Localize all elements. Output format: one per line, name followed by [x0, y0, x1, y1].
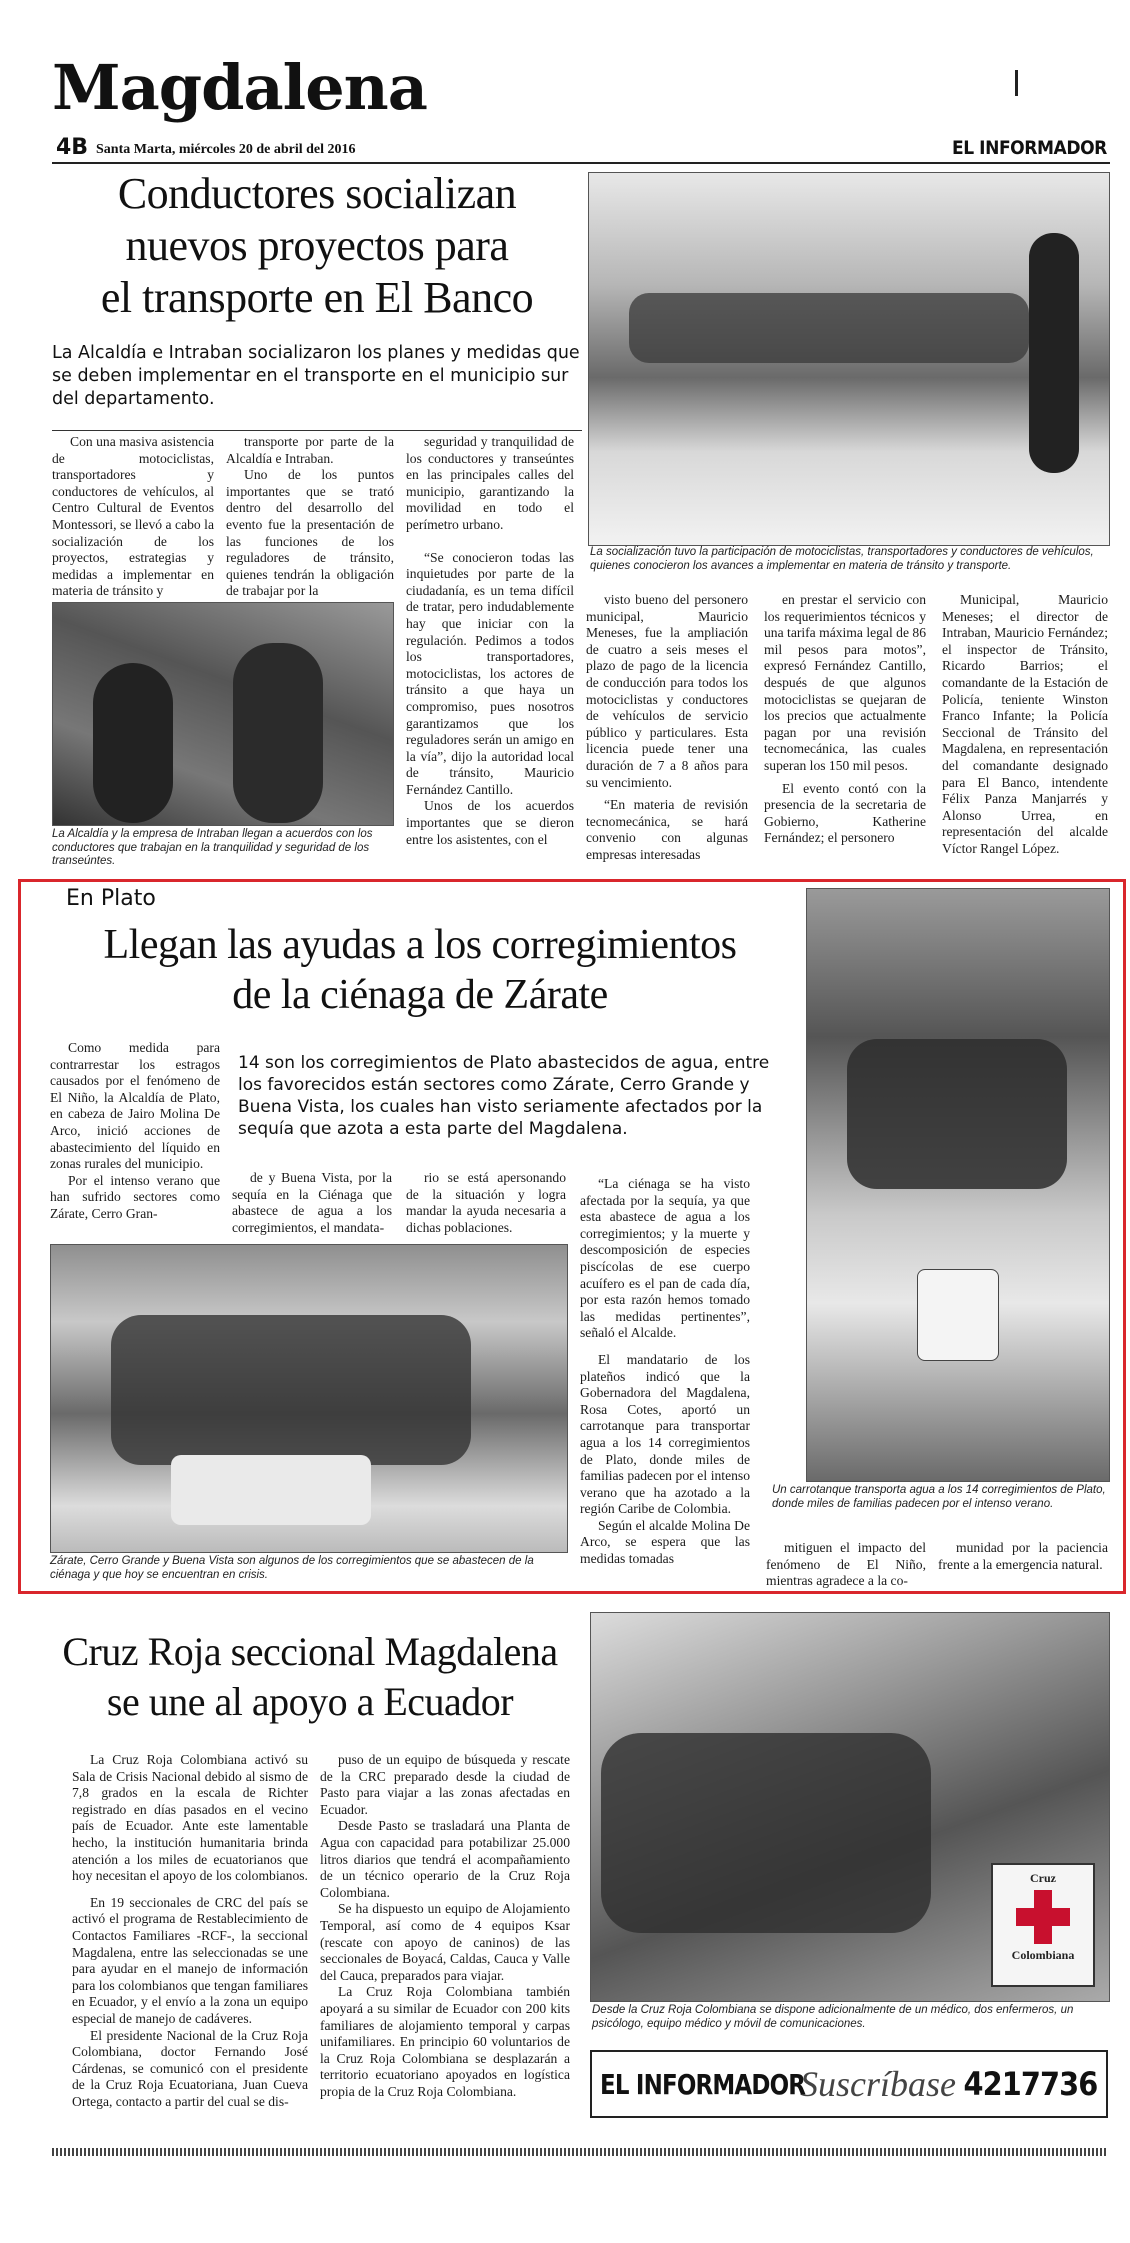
headline-line-1: Llegan las ayudas a los corregimientos	[103, 922, 737, 968]
red-cross-icon	[1016, 1890, 1070, 1944]
column-6: Municipal, Mauricio Meneses; el director de Intraban, Mauricio Fernández; el inspector de Tránsito, Ricardo Barrios; el comandante de la Estación de Policía, teniente Winston Franco Infante; la Policía Seccional de Tránsito del Magdalena, en representación del comandante designado para El Banco, intendente Félix Panza Manjarrés y Alonso Urrea, en representación del alcalde Víctor Rangel López.	[942, 592, 1108, 856]
header-rule-mark	[1015, 70, 1018, 96]
ad-phone: 4217736	[963, 2065, 1098, 2103]
column-3: rio se está apersonando de la situación y logra mandar la ayuda necesaria a dichas poblaciones.	[406, 1170, 566, 1235]
column-2: puso de un equipo de búsqueda y rescate de la CRC preparado desde la ciudad de Pasto para viajar a las zonas afectadas en Ecuador. Desde Pasto se trasladará una Planta de Agua con capacidad para potabilizar 25.000 litros diarios que tendrá el acompañamiento de un técnico operario de la Cruz Roja Colombiana. Se ha dispuesto un equipo de Alojamiento Temporal, así como de 4 equipos Ksar (rescate con apoyo de caninos) de las seccionales de Boyacá, Caldas, Cauca y Valle del Cauca, preparados para viajar. La Cruz Roja Colombiana también apoyará a su similar de Ecuador con 200 kits familiares de alojamiento temporal y carpas unifamiliares. En principio 60 voluntarios de la Cruz Roja Colombiana se desplazarán a territorio ecuatoriano apoyados en logística propia de la Cruz Roja Colombiana.	[320, 1752, 570, 2099]
article-deck: 14 son los corregimientos de Plato abastecidos de agua, entre los favorecidos están sectores como Zárate, Cerro Grande y Buena Vista, los cuales han visto seriamente afectados por la sequía que azota a esta parte del Magdalena.	[238, 1053, 770, 1139]
column-5: mitiguen el impacto del fenómeno de El Niño, mientras agradece a la co-	[766, 1540, 926, 1589]
ad-brand: EL INFORMADOR	[600, 2067, 806, 2101]
caption-bottom-photo: Zárate, Cerro Grande y Buena Vista son algunos de los corregimientos que se abastecen de la ciénaga y que hoy se encuentran en crisis.	[50, 1555, 534, 1581]
photo-water-truck	[806, 888, 1110, 1482]
column-3: seguridad y tranquilidad de los conductores y transeúntes en las principales calles del municipio, garantizando la movilidad en todo el perímetro urbano. “Se conocieron todas las inquietudes por parte de la ciudadanía, es un tema difícil de tratar, pero indudablemente hay que iniciar con la regulación. Pedimos a todos los transportadores, motociclistas, los actores de tránsito a que haya un compromiso, pues nosotros garantizamos que los reguladores serán un amigo en la vía”, dijo la autoridad local de tránsito, Mauricio Fernández Cantillo. Unos de los acuerdos importantes que se dieron entre los asistentes, con el	[406, 434, 574, 847]
caption-main-photo: La socialización tuvo la participación de motociclistas, transportadores y conductores de vehículos, quienes conocieron los avances a implementar en materia de tránsito y transporte.	[590, 546, 1094, 572]
photo-agreement	[52, 602, 394, 826]
bucket-figure	[917, 1269, 999, 1361]
headline-line-1: Conductores socializan	[117, 169, 517, 218]
people-figure	[601, 1733, 931, 1933]
paper-logo: EL INFORMADOR	[952, 137, 1107, 159]
page-number: 4B	[56, 135, 89, 160]
dateline: Santa Marta, miércoles 20 de abril del 2016	[96, 142, 356, 157]
column-4: “La ciénaga se ha visto afectada por la sequía, ya que esta abastece de agua a los corregimientos; y la muerte y descomposición de especies piscícolas de ese cuerpo acuífero es el pan de cada día, por esta razón hemos tomado las medidas pertinentes”, señaló el Alcalde. El mandatario de los plateños indicó que la Gobernadora del Magdalena, Rosa Cotes, aportó un carrotanque para transportar agua a los 14 corregimientos de Plato, donde miles de familias padecen por el intenso verano que ha azotado a la región Caribe de Colombia. Según el alcalde Molina De Arco, se espera que las medidas tomadas	[580, 1176, 750, 1567]
photo-red-cross-office	[590, 1612, 1110, 2002]
water-cans-figure	[171, 1455, 371, 1525]
headline-line-2: de la ciénaga de Zárate	[232, 972, 608, 1018]
column-1: La Cruz Roja Colombiana activó su Sala de Crisis Nacional debido al sismo de 7,8 grados en la escala de Richter registrado en días pasados en el vecino país de Ecuador. Ante este lamentable hecho, la institución humanitaria brinda atención a los miles de ecuatorianos que hoy necesitan el apoyo de los colombianos. En 19 seccionales de CRC del país se activó el programa de Restablecimiento de Contactos Familiares -RCF-, la seccional Magdalena, entre las seleccionadas se une para ayudar en el manejo de información para los colombianos que tengan familiares en Ecuador, y el envío a la zona un equipo especial de manejo de cadáveres. El presidente Nacional de la Cruz Roja Colombiana, doctor Fernando José Cárdenas, se comunicó con el presidente de la Cruz Roja Ecuatoriana, Juan Cueva Ortega, contacto a partir del cual se dis-	[72, 1752, 308, 2109]
bottom-rule	[52, 2148, 1108, 2156]
caption-right-photo: Un carrotanque transporta agua a los 14 corregimientos de Plato, donde miles de familias padecen por el intenso verano.	[772, 1484, 1106, 1510]
caption-office-photo: Desde la Cruz Roja Colombiana se dispone adicionalmente de un médico, dos enfermeros, un psicólogo, equipo médico y móvil de comunicaciones.	[592, 2004, 1074, 2030]
headline-line-3: el transporte en El Banco	[100, 273, 534, 322]
column-2: de y Buena Vista, por la sequía en la Ciénaga que abastece de agua a los corregimientos, el mandata-	[232, 1170, 392, 1235]
article-deck: La Alcaldía e Intraban socializaron los planes y medidas que se deben implementar en el transporte en el municipio sur del departamento.	[52, 343, 580, 409]
column-2: transporte por parte de la Alcaldía e Intraban. Uno de los puntos importantes que se trató dentro del desarrollo del evento fue la presentación de las funciones de los reguladores de tránsito, quienes tendrán la obligación de trabajar por la	[226, 434, 394, 599]
headline-line-1: Cruz Roja seccional Magdalena	[62, 1629, 558, 1674]
column-5: en prestar el servicio con los requerimientos técnicos y una tarifa máxima legal de 86 mil pesos para motos”, expresó Fernández Cantillo, después de que algunos motociclistas se quejaran de los precios que actualmente pagan por una revisión tecnomecánica, las cuales superan los 150 mil pesos. El evento contó con la presencia de la secretaria de Gobierno, Katherine Fernández; el personero	[764, 592, 926, 846]
section-title: Magdalena	[52, 51, 427, 124]
photo-water-queue	[50, 1244, 568, 1553]
person-figure	[93, 663, 173, 823]
people-figure	[847, 1039, 1067, 1189]
speaker-figure	[1029, 233, 1079, 473]
person-figure-2	[233, 643, 323, 823]
photo-meeting-hall	[588, 172, 1110, 546]
headline-line-2: se une al apoyo a Ecuador	[106, 1679, 514, 1724]
people-figure	[111, 1315, 471, 1465]
red-cross-sign: Cruz Colombiana	[991, 1863, 1095, 1987]
column-1: Con una masiva asistencia de motociclistas, transportadores y conductores de vehículos, al Centro Cultural de Eventos Montessori, se llevó a cabo la socialización de los proyectos, estrategias y medidas a implementar en materia de tránsito y	[52, 434, 214, 599]
caption-agreement-photo: La Alcaldía y la empresa de Intraban llegan a acuerdos con los conductores que trabajan en la tranquilidad y seguridad de los transeúntes.	[52, 828, 373, 867]
ad-cta: Suscríbase	[800, 2064, 956, 2104]
subscription-ad[interactable]	[590, 2050, 1108, 2118]
column-4: visto bueno del personero municipal, Mauricio Meneses, fue la ampliación de cuatro a seis meses el plazo de pago de la licencia de conducción para todos los motociclistas y conductores de vehículos de servicio público y particulares. Esta licencia puede tener una duración de 7 a 8 años para su vencimiento. “En materia de revisión tecnomecánica, se hará convenio con algunas empresas interesadas	[586, 592, 748, 862]
column-1: Como medida para contrarrestar los estragos causados por el fenómeno de El Niño, la Alcaldía de Plato, en cabeza de Jairo Molina De Arco, inició acciones de abastecimiento del líquido en zonas rurales del municipio. Por el intenso verano que han sufrido sectores como Zárate, Cerro Gran-	[50, 1040, 220, 1221]
deck-rule	[52, 430, 582, 431]
headline-line-2: nuevos proyectos para	[125, 221, 509, 270]
kicker: En Plato	[66, 886, 156, 911]
header-rule	[52, 162, 1110, 164]
column-6: munidad por la paciencia frente a la emergencia natural.	[938, 1540, 1108, 1572]
crowd-figure	[629, 293, 1029, 363]
